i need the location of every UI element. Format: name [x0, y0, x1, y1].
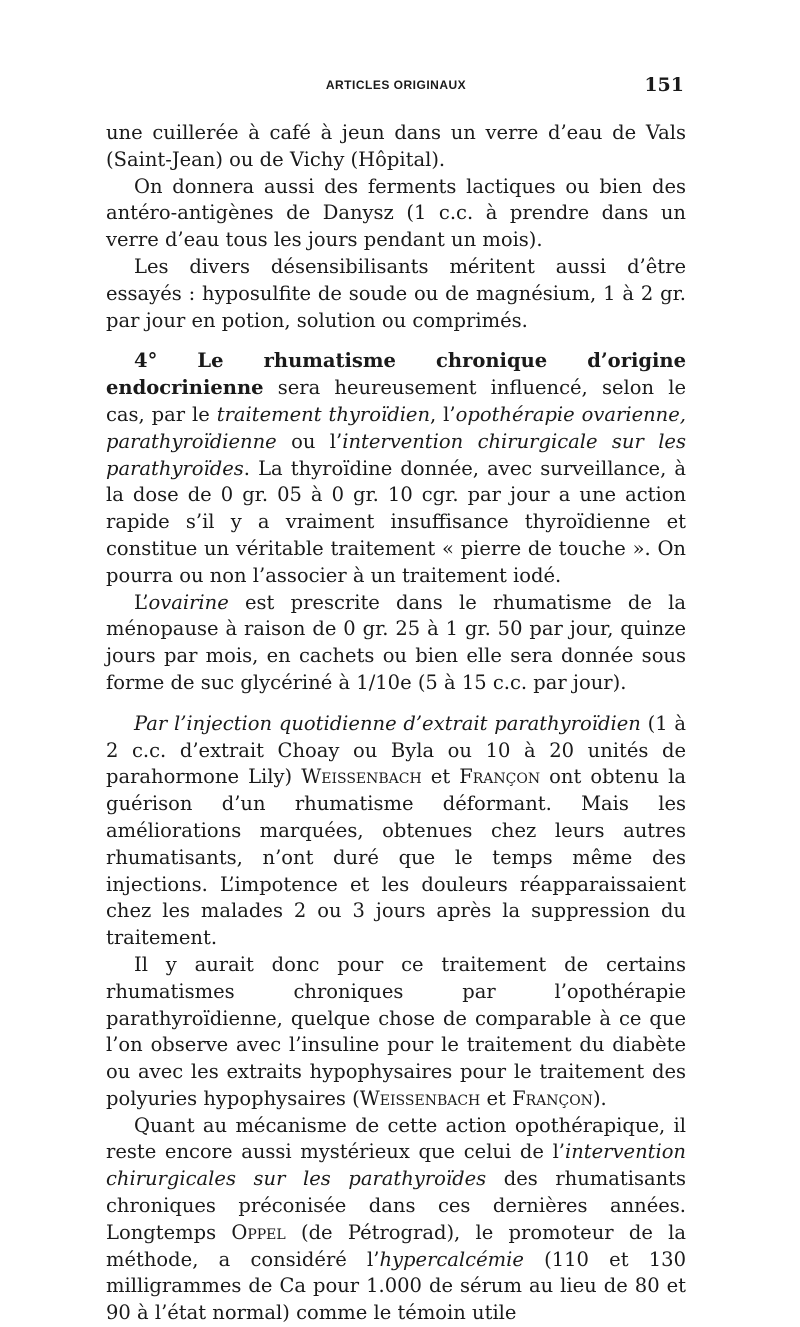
italic-run: Par l’injection quotidienne d’extrait parathyroïdien: [134, 711, 641, 735]
paragraph: [106, 120, 686, 174]
text-run: (1 à 2 c.c. d’extrait Choay ou Byla ou 10 à 20 unités de parahormone Lily): [106, 711, 686, 789]
text-run: Les divers désensibilisants méritent aussi d’être essayés : hyposulfite de soude ou de magnésium, 1 à 2 gr. par jour en potion, solution ou comprimés.: [106, 254, 686, 332]
article-body: [106, 120, 686, 1327]
paragraph: [106, 952, 686, 1113]
page-number: 151: [644, 74, 684, 96]
text-run: Il y aurait donc pour ce traitement de certains rhumatismes chroniques par l’opothérapie parathyroïdienne, quelque chose de comparable à ce que l’on observe avec l’insuline pour le traitement du diabète ou avec les extraits hypophysaires pour le traitement des polyuries hypophysaires (: [106, 952, 686, 1110]
text-run: , l’: [430, 402, 456, 426]
text-run: On donnera aussi des ferments lactiques ou bien des antéro-antigènes de Danysz (1 c.c. à prendre dans un verre d’eau tous les jours pendant un mois).: [106, 174, 686, 252]
text-run: et: [480, 1086, 513, 1110]
text-run: (110 et 130 milligrammes de Ca pour 1.000 de sérum au lieu de 80 et 90 à l’état normal) comme le témoin utile: [106, 1247, 686, 1325]
text-run: des rhumatisants chroniques préconisée dans ces dernières années. Longtemps: [106, 1167, 686, 1244]
text-run: Quant au mécanisme de cette action opothérapique, il reste encore aussi mystérieux que celui de l’: [106, 1113, 686, 1164]
author-name: Weissenbach: [301, 765, 422, 789]
section-heading: 4° Le rhumatisme chronique d’origine endocrinienne: [106, 349, 686, 400]
text-run: et: [421, 765, 460, 789]
author-name: Oppel: [231, 1220, 286, 1244]
text-run: ).: [592, 1086, 607, 1110]
italic-run: traitement thyroïdien: [216, 402, 431, 426]
author-name: Françon: [459, 765, 541, 789]
author-name: Weissenbach: [359, 1086, 481, 1110]
paragraph: [106, 174, 686, 254]
paragraph: [106, 711, 686, 952]
paragraph: [106, 254, 686, 334]
italic-run: ovairine: [148, 590, 229, 614]
italic-run: hypercalcémie: [379, 1247, 524, 1271]
italic-run: opothérapie ovarienne, parathyroïdienne: [106, 402, 686, 453]
text-run: une cuillerée à café à jeun dans un verre d’eau de Vals (Saint-Jean) ou de Vichy (Hôpital).: [106, 121, 686, 171]
text-run: ont obtenu la guérison d’un rhumatisme déformant. Mais les améliorations marquées, obtenues chez leurs autres rhumatisants, n’ont duré que le temps même des injections. L’impotence et les douleurs réapparaissaient chez les malades 2 ou 3 jours après la suppression du traitement.: [106, 765, 687, 950]
text-run: est prescrite dans le rhumatisme de la ménopause à raison de 0 gr. 25 à 1 gr. 50 par jour, quinze jours par mois, en cachets ou bien elle sera donnée sous forme de suc glycériné à 1/10e (5 à 15 c.c. par jour).: [106, 590, 686, 694]
author-name: Françon: [512, 1086, 593, 1110]
italic-run: intervention chirurgicales sur les parathyroïdes: [106, 1140, 686, 1191]
paragraph: [106, 1113, 686, 1327]
running-head: ARTICLES ORIGINAUX: [325, 78, 467, 92]
text-run: (de Pétrograd), le promoteur de la méthode, a considéré l’: [106, 1220, 686, 1271]
text-run: L’: [134, 590, 149, 614]
text-run: ou l’: [276, 429, 343, 453]
section-paragraph: [106, 348, 686, 589]
paragraph: [106, 590, 686, 697]
text-run: sera heureusement influencé, selon le cas, par le: [106, 376, 686, 426]
italic-run: intervention chirurgicale sur les parathyroïdes: [106, 429, 686, 480]
page-header: [108, 74, 684, 96]
text-run: . La thyroïdine donnée, avec surveillance, à la dose de 0 gr. 05 à 0 gr. 10 cgr. par jour a une action rapide s’il y a vraiment insuffisance thyroïdienne et constitue un véritable traitement « pierre de touche ». On pourra ou non l’associer à un traitement iodé.: [106, 456, 686, 587]
